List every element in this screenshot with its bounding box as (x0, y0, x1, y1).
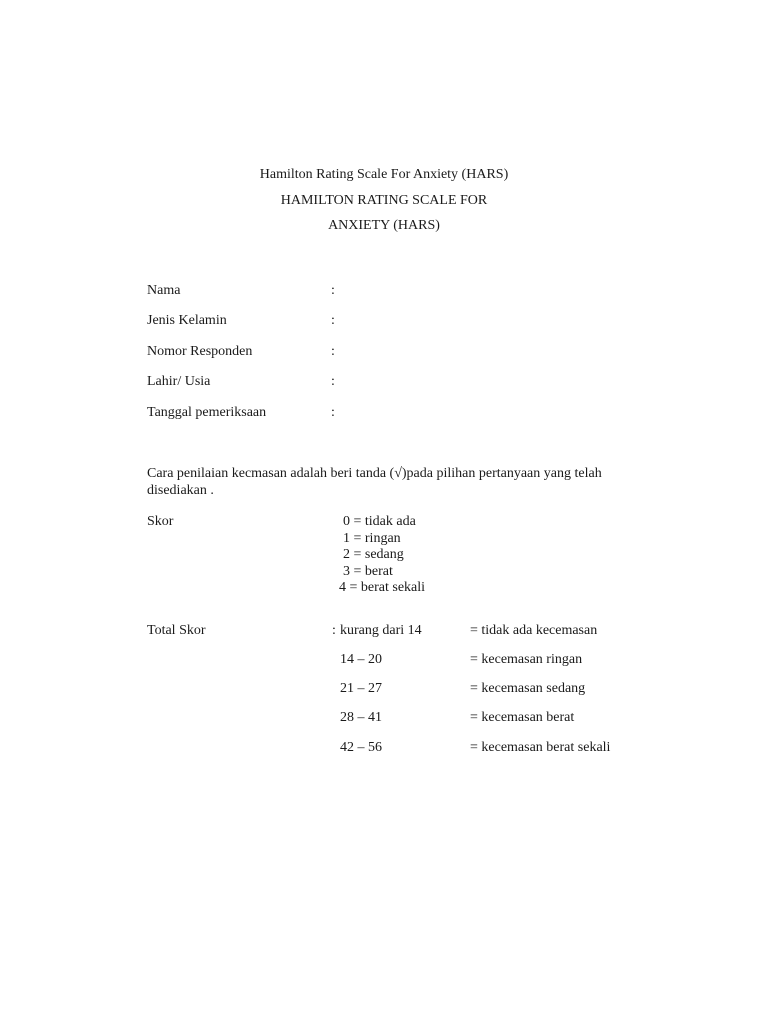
field-label-nomor-responden: Nomor Responden (147, 344, 253, 359)
total-skor-range: 42 – 56 (340, 740, 382, 755)
total-skor-meaning: = tidak ada kecemasan (470, 623, 598, 638)
document-title: Hamilton Rating Scale For Anxiety (HARS) (259, 167, 509, 182)
total-skor-meaning: = kecemasan sedang (470, 681, 586, 696)
skor-label: Skor (147, 514, 174, 529)
skor-item: 1 = ringan (343, 531, 401, 546)
field-label-lahir-usia: Lahir/ Usia (147, 374, 211, 389)
total-skor-meaning: = kecemasan berat sekali (470, 740, 611, 755)
skor-item: 2 = sedang (343, 547, 404, 562)
total-skor-range: 28 – 41 (340, 710, 382, 725)
skor-item: 0 = tidak ada (343, 514, 416, 529)
total-skor-label: Total Skor (147, 623, 206, 638)
field-colon-tanggal-pemeriksaan: : (331, 405, 335, 420)
total-skor-colon: : (332, 623, 336, 638)
field-label-tanggal-pemeriksaan: Tanggal pemeriksaan (147, 405, 267, 420)
instruction-text-line-2: disediakan . (147, 483, 214, 498)
field-colon-jenis-kelamin: : (331, 313, 335, 328)
document-heading-line-1: HAMILTON RATING SCALE FOR (280, 193, 488, 208)
skor-item: 3 = berat (343, 564, 393, 579)
field-colon-lahir-usia: : (331, 374, 335, 389)
total-skor-range: 21 – 27 (340, 681, 382, 696)
field-colon-nama: : (331, 283, 335, 298)
field-label-nama: Nama (147, 283, 181, 298)
skor-item: 4 = berat sekali (339, 580, 426, 595)
document-heading-line-2: ANXIETY (HARS) (328, 218, 440, 233)
total-skor-range: 14 – 20 (340, 652, 382, 667)
total-skor-meaning: = kecemasan berat (470, 710, 575, 725)
instruction-text-line-1: Cara penilaian kecmasan adalah beri tanda (√)pada pilihan pertanyaan yang telah (147, 466, 602, 481)
total-skor-meaning: = kecemasan ringan (470, 652, 583, 667)
field-label-jenis-kelamin: Jenis Kelamin (147, 313, 227, 328)
field-colon-nomor-responden: : (331, 344, 335, 359)
total-skor-range: kurang dari 14 (340, 623, 422, 638)
